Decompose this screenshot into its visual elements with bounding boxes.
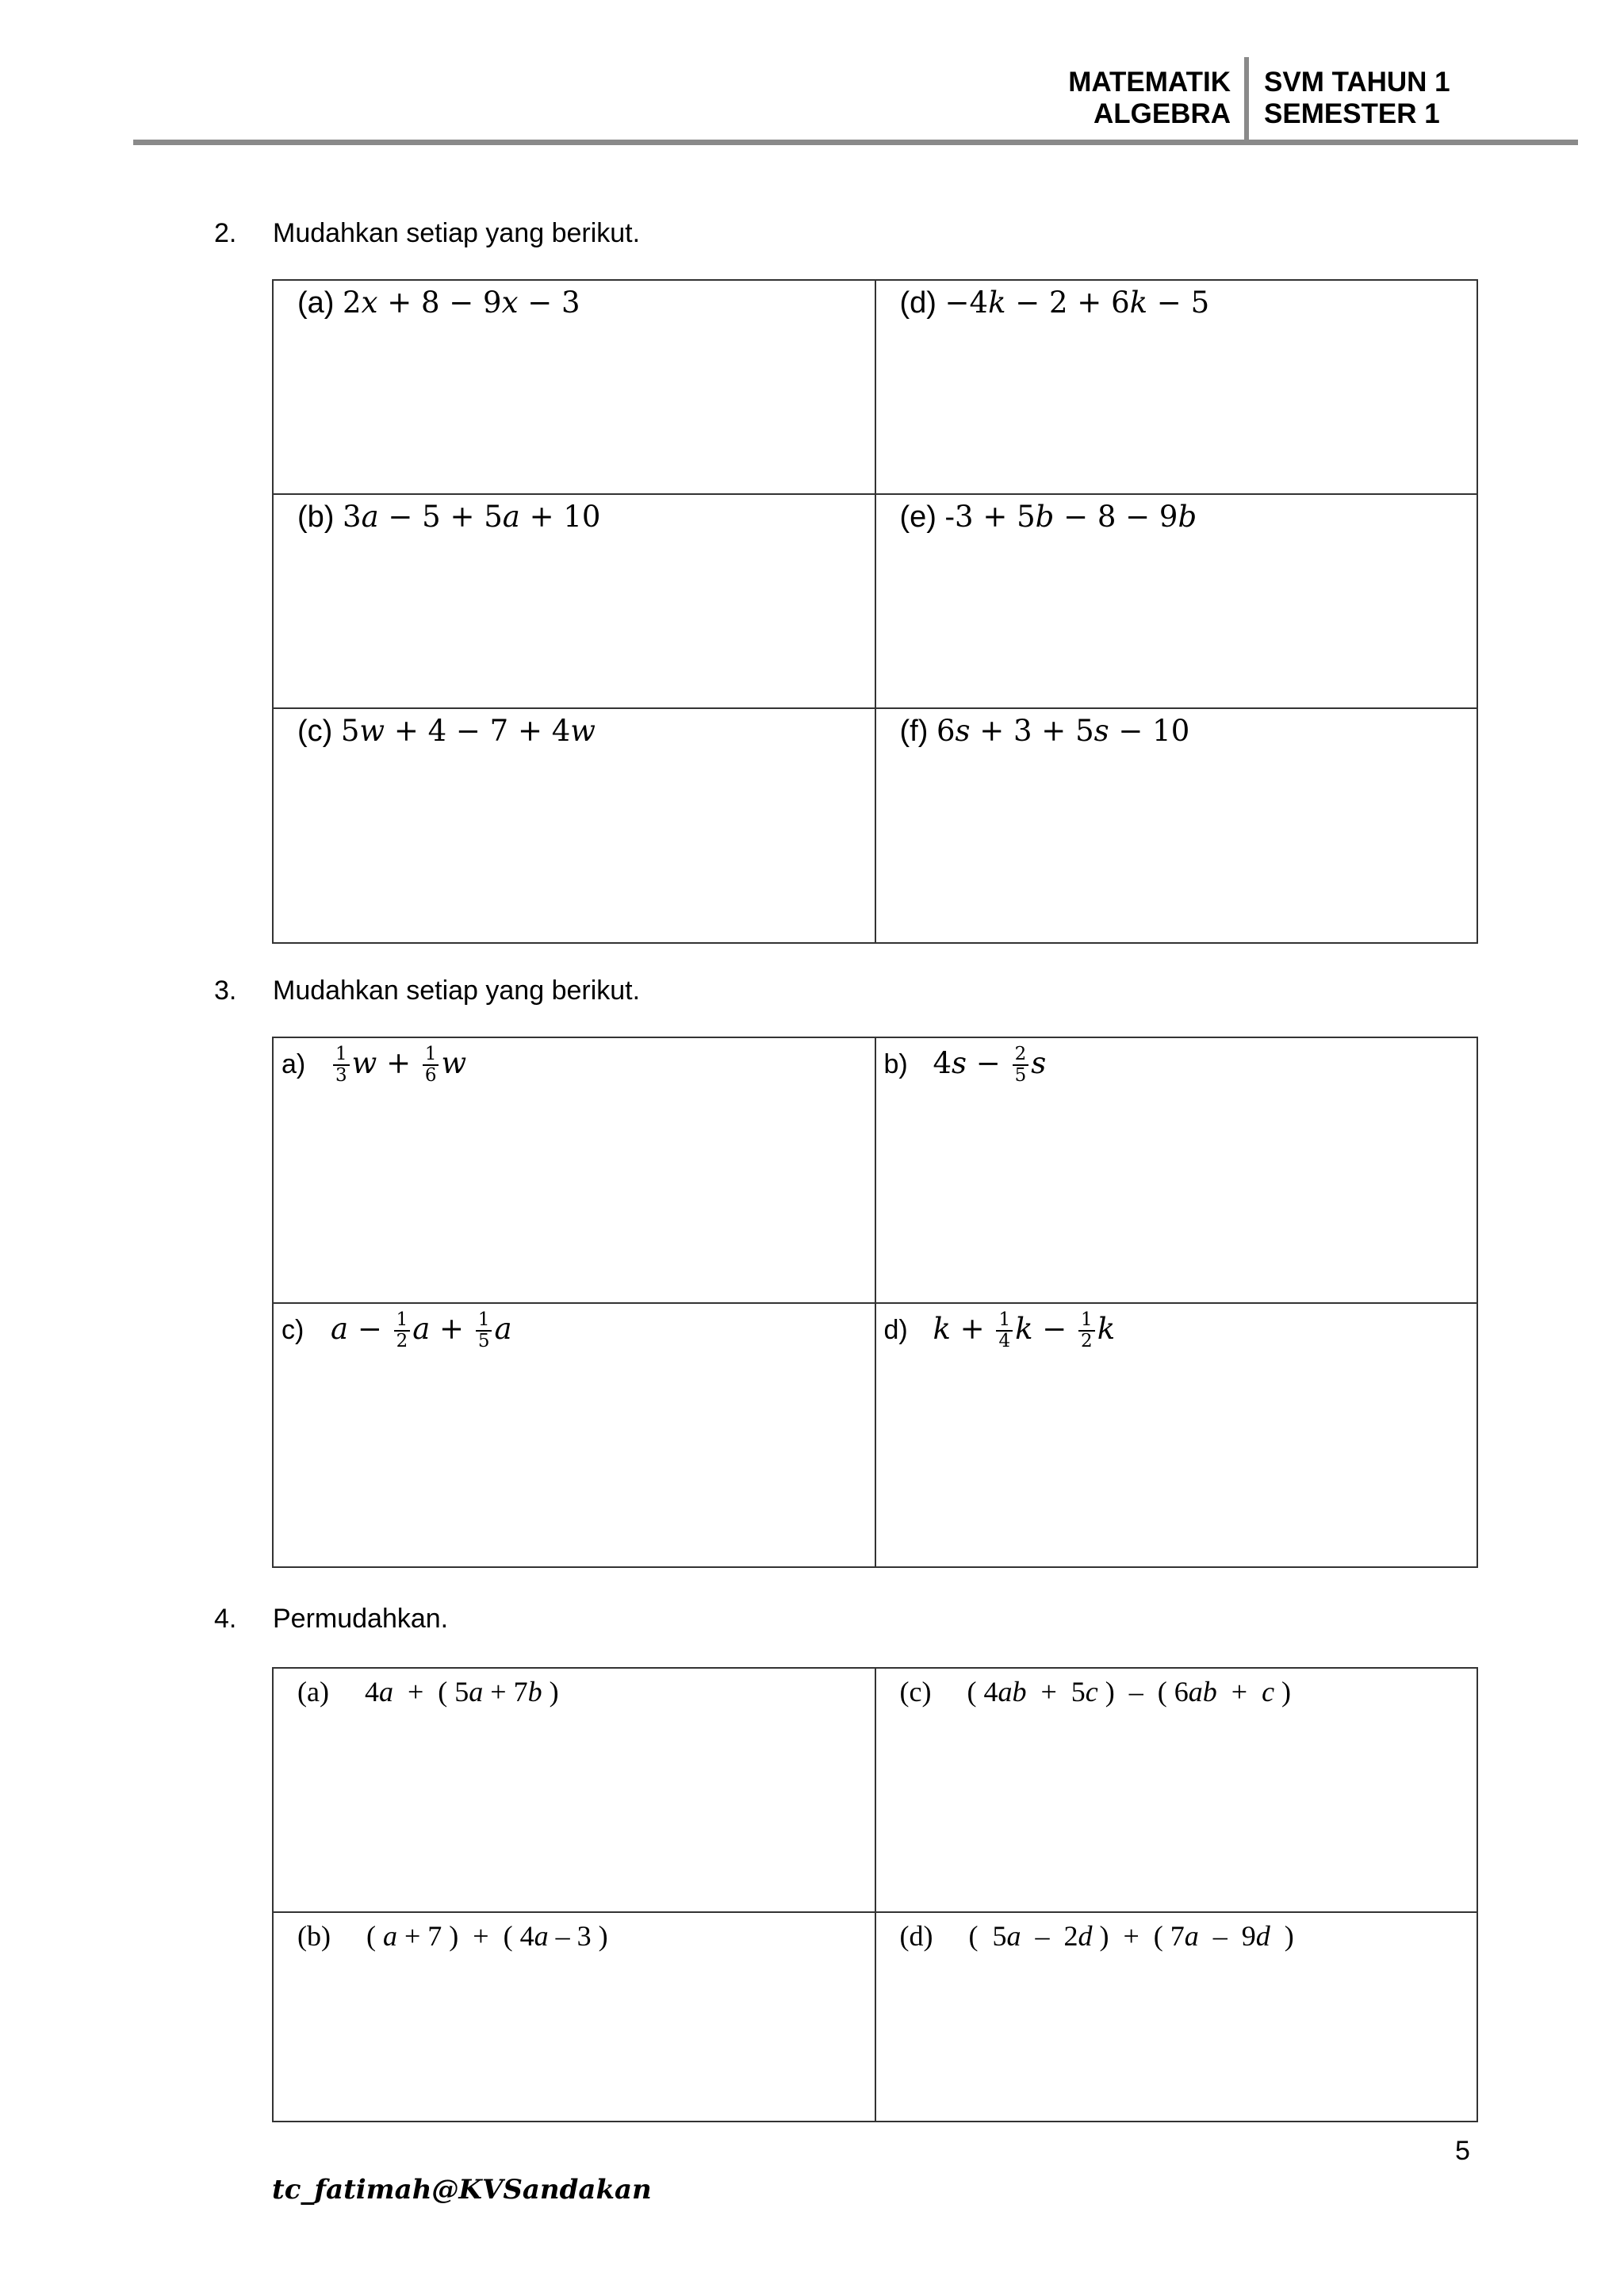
fraction: $\frac{1}{6}$ bbox=[423, 1045, 439, 1086]
q2-cell-f[interactable] bbox=[875, 708, 1478, 943]
q4-label: (c) bbox=[899, 1676, 932, 1708]
q3-expression: 4s − $\frac{2}{5}$ s bbox=[933, 1044, 1047, 1086]
header-subject: MATEMATIK bbox=[1068, 67, 1231, 98]
fraction: $\frac{1}{2}$ bbox=[1078, 1310, 1095, 1351]
q3-expression: k + $\frac{1}{4}$ k − $\frac{1}{2}$ k bbox=[933, 1309, 1116, 1351]
q3-cell-b[interactable] bbox=[875, 1037, 1478, 1303]
q2-label: (d) bbox=[899, 286, 936, 320]
q2-cell-c[interactable] bbox=[273, 708, 875, 943]
q2-expression: 3a − 5 + 5a + 10 bbox=[343, 500, 601, 534]
q2-expression: −4k − 2 + 6k − 5 bbox=[944, 286, 1210, 320]
q2-label: (f) bbox=[899, 715, 929, 748]
q3-instruction: Mudahkan setiap yang berikut. bbox=[273, 976, 641, 1006]
q3-label: c) bbox=[282, 1314, 304, 1345]
q3-label: a) bbox=[282, 1048, 306, 1079]
q2-cell-e[interactable] bbox=[875, 494, 1478, 708]
q2-instruction: Mudahkan setiap yang berikut. bbox=[273, 218, 641, 248]
fraction: $\frac{1}{4}$ bbox=[996, 1310, 1013, 1351]
q3-label: d) bbox=[883, 1314, 908, 1345]
header-topic: ALGEBRA bbox=[1093, 98, 1231, 129]
header-program: SVM TAHUN 1 bbox=[1264, 67, 1450, 98]
q3-expression: a − $\frac{1}{2}$ a + $\frac{1}{5}$ a bbox=[331, 1309, 512, 1351]
q4-instruction: Permudahkan. bbox=[273, 1604, 449, 1634]
header-subject-block bbox=[1068, 67, 1231, 130]
fraction: $\frac{1}{3}$ bbox=[333, 1045, 350, 1086]
q2-expression: 6s + 3 + 5s − 10 bbox=[936, 714, 1190, 748]
q4-expression: ( 4ab + 5c ) – ( 6ab + c ) bbox=[967, 1676, 1292, 1708]
q2-label: (a) bbox=[297, 286, 335, 320]
q3-expression: $\frac{1}{3}$ w + $\frac{1}{6}$ w bbox=[331, 1046, 466, 1080]
q4-expression: ( a + 7 ) + ( 4a – 3 ) bbox=[366, 1920, 608, 1952]
q2-expression: -3 + 5b − 8 − 9b bbox=[944, 500, 1197, 534]
q3-cell-a[interactable] bbox=[273, 1037, 875, 1303]
q2-label: (e) bbox=[899, 500, 936, 534]
q4-number: 4. bbox=[214, 1604, 237, 1634]
q2-cell-b[interactable] bbox=[273, 494, 875, 708]
q4-answer-table bbox=[272, 1667, 1478, 2122]
q3-answer-table bbox=[272, 1037, 1478, 1568]
q3-number: 3. bbox=[214, 976, 237, 1006]
q4-expression: ( 5a – 2d ) + ( 7a – 9d ) bbox=[968, 1920, 1294, 1952]
fraction: $\frac{2}{5}$ bbox=[1013, 1045, 1029, 1086]
q2-label: (b) bbox=[297, 500, 335, 534]
q4-cell-a[interactable] bbox=[273, 1668, 875, 1912]
fraction: $\frac{1}{2}$ bbox=[394, 1310, 411, 1351]
q3-cell-d[interactable] bbox=[875, 1303, 1478, 1567]
header-program-block bbox=[1264, 67, 1450, 130]
q2-label: (c) bbox=[297, 715, 333, 748]
q4-cell-b[interactable] bbox=[273, 1912, 875, 2122]
header-divider bbox=[1244, 57, 1249, 143]
q3-label: b) bbox=[883, 1048, 908, 1079]
q2-answer-table bbox=[272, 279, 1478, 944]
q4-label: (b) bbox=[297, 1920, 331, 1952]
q2-cell-a[interactable] bbox=[273, 280, 875, 494]
author-signature: tc_fatimah@KVSandakan bbox=[272, 2174, 652, 2206]
header-semester: SEMESTER 1 bbox=[1264, 98, 1440, 129]
page-number: 5 bbox=[1455, 2136, 1470, 2166]
q4-cell-c[interactable] bbox=[875, 1668, 1478, 1912]
q2-cell-d[interactable] bbox=[875, 280, 1478, 494]
header-rule bbox=[133, 140, 1578, 145]
q4-label: (d) bbox=[899, 1920, 933, 1952]
q4-label: (a) bbox=[297, 1676, 329, 1708]
q2-expression: 5w + 4 − 7 + 4w bbox=[340, 714, 596, 748]
fraction: $\frac{1}{5}$ bbox=[476, 1310, 492, 1351]
q4-expression: 4a + ( 5a + 7b ) bbox=[364, 1676, 559, 1708]
q4-cell-d[interactable] bbox=[875, 1912, 1478, 2122]
q3-cell-c[interactable] bbox=[273, 1303, 875, 1567]
q2-expression: 2x + 8 − 9x − 3 bbox=[343, 286, 580, 320]
q2-number: 2. bbox=[214, 218, 237, 248]
